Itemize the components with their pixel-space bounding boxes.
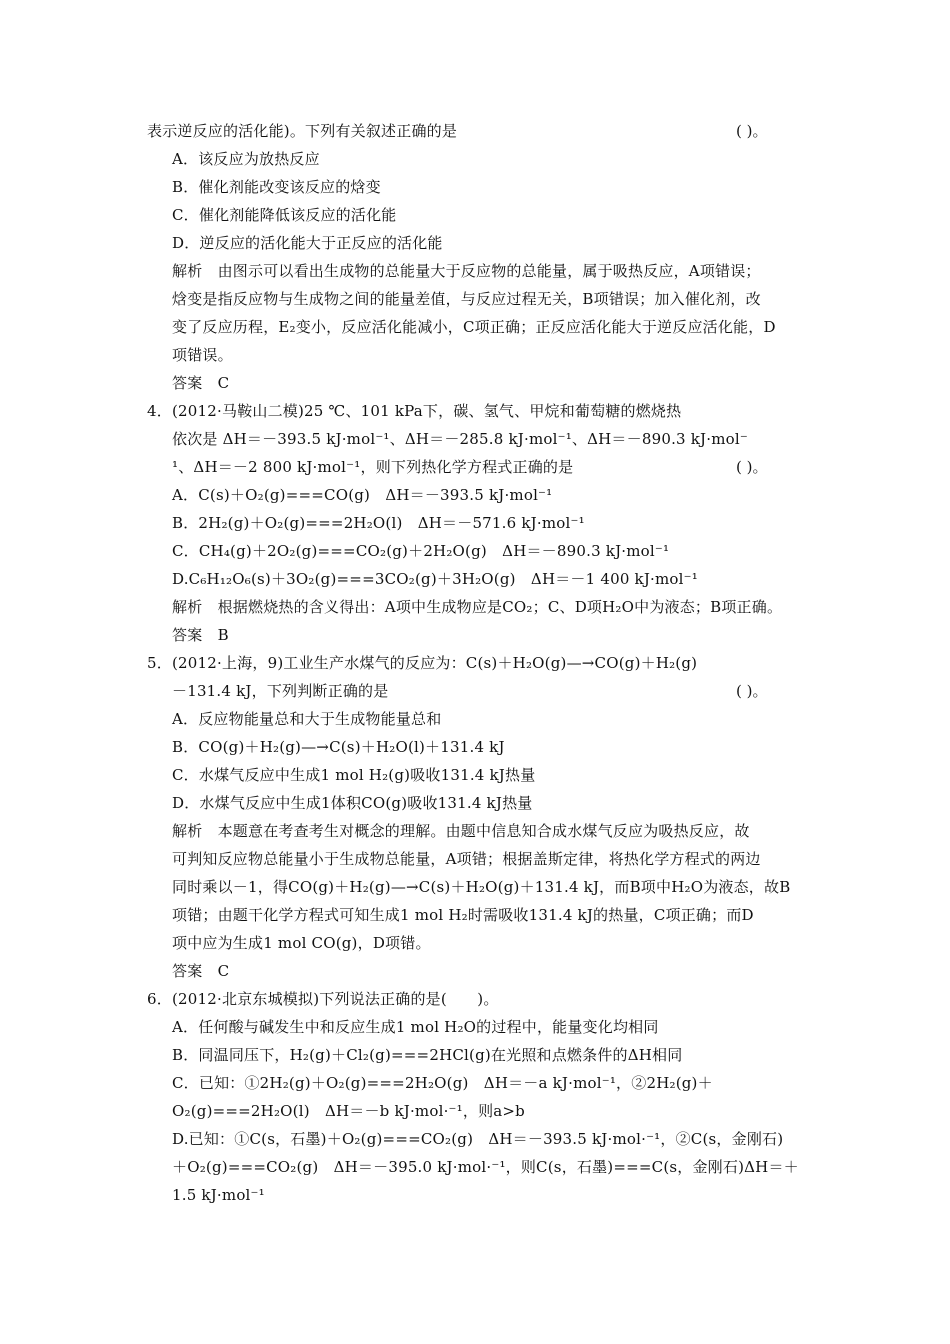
- question-stem: ¹、ΔH＝－2 800 kJ·mol⁻¹，则下列热化学方程式正确的是: [172, 458, 574, 476]
- option-c: C．水煤气反应中生成1 mol H₂(g)吸收131.4 kJ热量: [172, 766, 536, 784]
- option-b: B．同温同压下，H₂(g)＋Cl₂(g)===2HCl(g)在光照和点燃条件的ΔH相同: [172, 1046, 683, 1064]
- question-number: 6．: [147, 990, 172, 1008]
- option-c: C．催化剂能降低该反应的活化能: [172, 206, 397, 224]
- option-d: D.已知：①C(s，石墨)＋O₂(g)===CO₂(g) ΔH＝－393.5 kJ·mol·⁻¹，②C(s，金刚石): [172, 1130, 784, 1148]
- option-a: A．该反应为放热反应: [172, 150, 320, 168]
- option-b: B．2H₂(g)＋O₂(g)===2H₂O(l) ΔH＝－571.6 kJ·mol⁻¹: [172, 514, 585, 532]
- option-d: D．逆反应的活化能大于正反应的活化能: [172, 234, 443, 252]
- analysis-text: 解析 本题意在考查考生对概念的理解。由题中信息知合成水煤气反应为吸热反应，故: [172, 822, 750, 840]
- analysis-text: 解析 由图示可以看出生成物的总能量大于反应物的总能量，属于吸热反应，A项错误；: [172, 262, 761, 280]
- question-number: 5．: [147, 654, 172, 672]
- option-c-continued: O₂(g)===2H₂O(l) ΔH＝－b kJ·mol·⁻¹，则a>b: [172, 1102, 525, 1120]
- question-stem: 依次是 ΔH＝－393.5 kJ·mol⁻¹、ΔH＝－285.8 kJ·mol⁻¹、ΔH＝－890.3 kJ·mol⁻: [172, 430, 748, 448]
- analysis-text: 同时乘以－1，得CO(g)＋H₂(g)—→C(s)＋H₂O(g)＋131.4 kJ，而B项中H₂O为液态，故B: [172, 878, 791, 896]
- question-stem: (2012·马鞍山二模)25 ℃、101 kPa下，碳、氢气、甲烷和葡萄糖的燃烧热: [172, 402, 682, 420]
- option-a: A．任何酸与碱发生中和反应生成1 mol H₂O的过程中，能量变化均相同: [172, 1018, 659, 1036]
- answer-blank: ( )。: [736, 682, 768, 700]
- analysis-text: 可判知反应物总能量小于生成物总能量，A项错；根据盖斯定律，将热化学方程式的两边: [172, 850, 761, 868]
- analysis-text: 解析 根据燃烧热的含义得出：A项中生成物应是CO₂；C、D项H₂O中为液态；B项正确。: [172, 598, 783, 616]
- option-d: D.C₆H₁₂O₆(s)＋3O₂(g)===3CO₂(g)＋3H₂O(g) ΔH＝－1 400 kJ·mol⁻¹: [172, 570, 698, 588]
- option-d-continued: ＋O₂(g)===CO₂(g) ΔH＝－395.0 kJ·mol·⁻¹，则C(s，石墨)===C(s，金刚石)ΔH＝＋: [172, 1158, 799, 1176]
- question-number: 4．: [147, 402, 172, 420]
- question-stem: (2012·北京东城模拟)下列说法正确的是( )。: [172, 990, 499, 1008]
- analysis-text: 项错；由题干化学方程式可知生成1 mol H₂时需吸收131.4 kJ的热量，C项正确；而D: [172, 906, 754, 924]
- answer-blank: ( )。: [736, 122, 768, 140]
- analysis-text: 项错误。: [172, 346, 233, 364]
- analysis-text: 项中应为生成1 mol CO(g)，D项错。: [172, 934, 431, 952]
- option-b: B．催化剂能改变该反应的焓变: [172, 178, 381, 196]
- option-a: A．反应物能量总和大于生成物能量总和: [172, 710, 442, 728]
- analysis-text: 焓变是指反应物与生成物之间的能量差值，与反应过程无关，B项错误；加入催化剂，改: [172, 290, 761, 308]
- text-line: 表示逆反应的活化能)。下列有关叙述正确的是: [147, 122, 458, 140]
- option-d: D．水煤气反应中生成1体积CO(g)吸收131.4 kJ热量: [172, 794, 533, 812]
- option-a: A．C(s)＋O₂(g)===CO(g) ΔH＝－393.5 kJ·mol⁻¹: [172, 486, 553, 504]
- question-5: [147, 649, 697, 677]
- answer-blank: ( )。: [736, 458, 768, 476]
- question-6: [147, 985, 499, 1013]
- question-stem: －131.4 kJ，下列判断正确的是: [172, 682, 389, 700]
- answer-line: 答案 C: [172, 962, 230, 980]
- option-b: B．CO(g)＋H₂(g)—→C(s)＋H₂O(l)＋131.4 kJ: [172, 738, 505, 756]
- question-stem: (2012·上海，9)工业生产水煤气的反应为：C(s)＋H₂O(g)—→CO(g)＋H₂(g): [172, 654, 698, 672]
- question-4: [147, 397, 681, 425]
- answer-line: 答案 B: [172, 626, 229, 644]
- option-c: C．已知：①2H₂(g)＋O₂(g)===2H₂O(g) ΔH＝－a kJ·mol⁻¹，②2H₂(g)＋: [172, 1074, 713, 1092]
- option-c: C．CH₄(g)＋2O₂(g)===CO₂(g)＋2H₂O(g) ΔH＝－890.3 kJ·mol⁻¹: [172, 542, 670, 560]
- answer-line: 答案 C: [172, 374, 230, 392]
- analysis-text: 变了反应历程，E₂变小，反应活化能减小，C项正确；正反应活化能大于逆反应活化能，D: [172, 318, 776, 336]
- option-d-continued: 1.5 kJ·mol⁻¹: [172, 1186, 265, 1204]
